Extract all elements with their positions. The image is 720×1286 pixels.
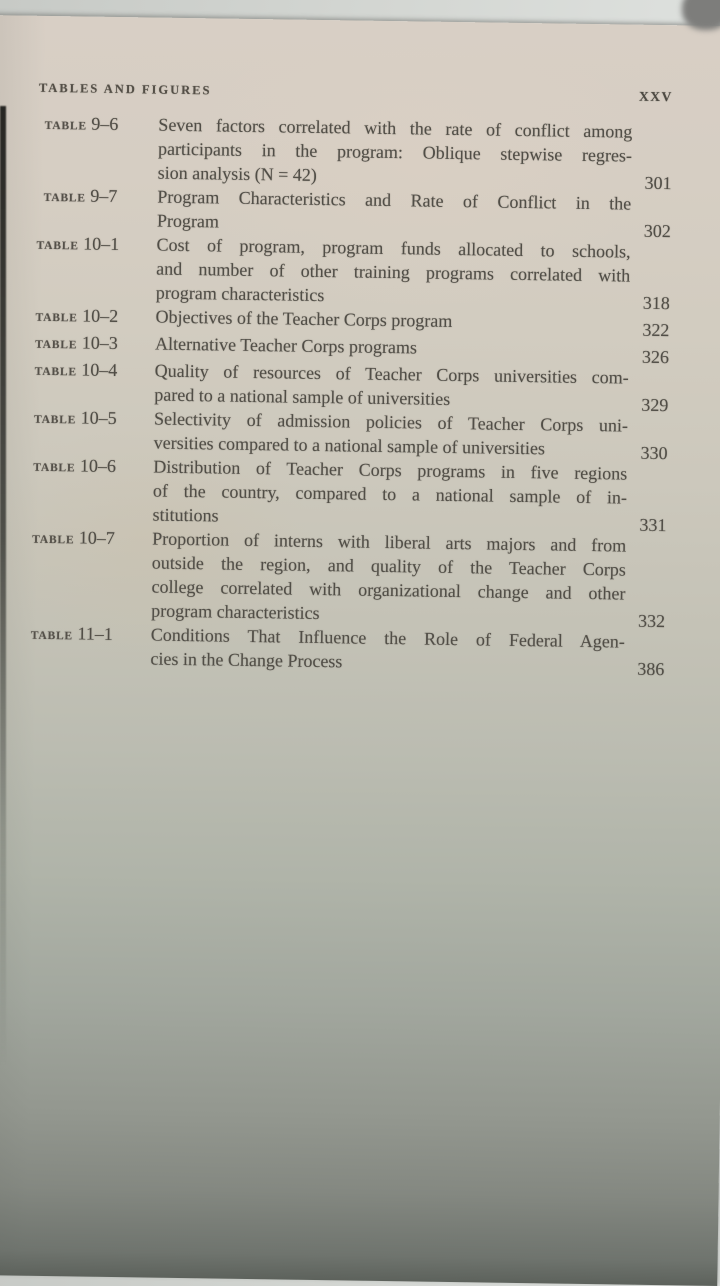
table-label: [30, 621, 151, 671]
page-number: 386: [637, 658, 665, 680]
table-number: 10–1: [83, 233, 120, 255]
book-edge-shadow: [0, 106, 6, 1066]
table-word: TABLE: [33, 461, 76, 475]
table-number: 10–2: [82, 305, 119, 326]
entry-description: [150, 623, 625, 678]
entry-line: Selectivity of admission policies of Teacher Corps uni-: [153, 408, 629, 436]
entry-description: [157, 185, 632, 240]
table-label: [31, 525, 152, 623]
table-word: TABLE: [35, 311, 78, 325]
page-number: 302: [643, 220, 672, 242]
entry-description: [151, 527, 626, 630]
table-number: 9–7: [90, 185, 118, 206]
book-page: [0, 15, 720, 1286]
toc-entry: [30, 621, 665, 678]
table-label: [35, 330, 155, 359]
page-number: 318: [642, 292, 670, 314]
entry-line: Quality of resources of Teacher Corps universities com-: [154, 360, 629, 388]
entry-line: Program: [156, 210, 220, 232]
entry-line: cies in the Change Process: [150, 648, 343, 672]
running-head: [39, 80, 673, 105]
entry-line: college correlated with organizational change and other: [151, 576, 626, 604]
toc-entry: [36, 231, 671, 312]
page-number: 326: [641, 346, 670, 368]
table-label: [32, 453, 153, 527]
entry-line: versities compared to a national sample of universities: [153, 432, 546, 459]
entry-line: Cost of program, program funds allocated to schools,: [156, 234, 631, 262]
entry-line: Alternative Teacher Corps programs: [154, 333, 418, 358]
entries-list: [30, 111, 672, 678]
table-number: 10–5: [80, 407, 117, 428]
table-word: TABLE: [33, 413, 77, 427]
entry-line: and number of other training programs correlated with: [156, 258, 631, 286]
entry-line: Seven factors correlated with the rate of conflict among: [158, 114, 633, 142]
table-label: [37, 183, 158, 233]
folio-page-number: XXV: [639, 88, 673, 105]
toc-entry: [31, 525, 666, 630]
table-number: 11–1: [77, 623, 113, 644]
page-number: 301: [644, 172, 672, 194]
entry-description: [153, 407, 628, 462]
entry-line: sion analysis (N = 42): [157, 162, 317, 185]
table-label: [35, 303, 155, 332]
page-title: TABLES AND FIGURES: [38, 80, 212, 98]
entry-line: stitutions: [152, 504, 219, 526]
entry-line: participants in the program: Oblique stepwise regres-: [157, 138, 633, 166]
table-label: [36, 231, 157, 305]
page-number: 330: [640, 442, 668, 464]
page-number: 329: [641, 394, 669, 416]
entry-line: Proportion of interns with liberal arts majors and from: [152, 528, 627, 556]
toc-entry: [32, 453, 667, 534]
entry-line: outside the region, and quality of the Teacher Corps: [151, 552, 626, 580]
entry-description: [156, 233, 631, 312]
table-label: [38, 111, 159, 185]
table-number: 10–3: [81, 332, 118, 353]
entry-line: pared to a national sample of universities: [154, 384, 451, 409]
entry-line: Conditions That Influence the Role of Federal Agen-: [150, 624, 625, 652]
table-word: TABLE: [30, 629, 74, 643]
table-word: TABLE: [43, 191, 86, 205]
entry-line: Objectives of the Teacher Corps program: [155, 306, 453, 331]
table-label: [34, 357, 155, 407]
entry-line: program characteristics: [155, 282, 325, 306]
page-number: 331: [639, 514, 667, 536]
entry-line: of the country, compared to a national sample of in-: [152, 480, 628, 508]
toc-entry: [38, 111, 673, 192]
page-number: 332: [637, 610, 666, 632]
entry-line: Distribution of Teacher Corps programs in five regions: [153, 456, 628, 484]
entry-description: [152, 455, 627, 534]
table-word: TABLE: [44, 119, 87, 133]
table-word: TABLE: [36, 239, 79, 253]
table-word: TABLE: [35, 338, 78, 352]
entry-line: Program Characteristics and Rate of Conflict in the: [157, 186, 632, 214]
entry-description: [158, 113, 633, 192]
table-word: TABLE: [32, 533, 75, 547]
table-number: 10–4: [81, 359, 118, 380]
tables-figures-list: [30, 80, 673, 678]
entry-description: [154, 359, 629, 414]
page-number: 322: [642, 319, 670, 341]
table-number: 10–7: [78, 527, 116, 548]
table-number: 9–6: [91, 113, 119, 134]
table-word: TABLE: [34, 365, 77, 379]
table-number: 10–6: [79, 455, 117, 476]
table-label: [34, 405, 155, 455]
entry-line: program characteristics: [151, 600, 320, 624]
